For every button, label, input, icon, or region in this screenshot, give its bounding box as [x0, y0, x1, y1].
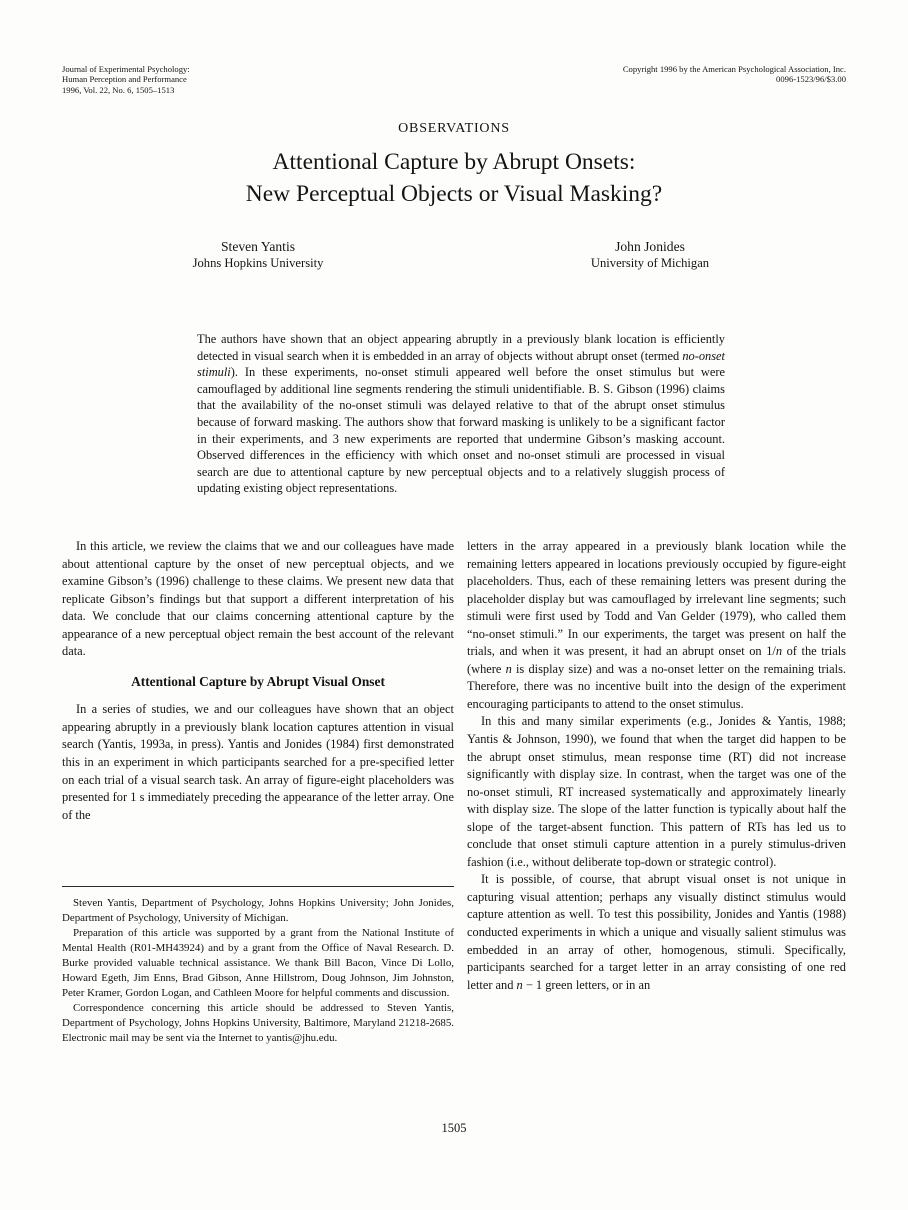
masthead — [62, 64, 846, 95]
issn-price-line: 0096-1523/96/$3.00 — [776, 74, 846, 85]
section-heading: Attentional Capture by Abrupt Visual Onset — [131, 673, 385, 689]
journal-name-line: Journal of Experimental Psychology: — [62, 64, 190, 74]
journal-volume-line: 1996, Vol. 22, No. 6, 1505–1513 — [62, 84, 175, 95]
author-name: Steven Yantis — [220, 239, 296, 254]
left-column — [62, 538, 454, 885]
article-title — [0, 147, 908, 210]
author-block-2 — [454, 238, 846, 271]
author-note — [62, 886, 454, 1122]
author-name: John Jonides — [615, 239, 685, 254]
copyright-line: Copyright 1996 by the American Psychological Association, Inc. — [622, 64, 846, 74]
journal-citation — [62, 64, 190, 95]
paragraph: In a series of studies, we and our colleagues have shown that an object appearing abruptly in a previously blank location captures attention in visual search (Yantis, 1993a, in press). Yantis and Jonides (1984) first demonstrated this in an experiment in which participants searched for a pre-specified letter on each trial of a visual search task. An array of figure-eight placeholders was presented for 1 s immediately preceding the appearance of the letter array. One of the — [62, 702, 454, 822]
footnote-acknowledgments: Preparation of this article was supported by a grant from the National Institute of Mental Health (R01-MH43924) and by a grant from the Office of Naval Research. D. Burke provided valuable technical assistance. We thank Bill Bacon, Vince Di Lollo, Howard Egeth, Jim Enns, Brad Gibson, Anne Hillstrom, Doug Johnson, Jim Johnston, Peter Kramer, Gordon Logan, and Cathleen Moore for helpful comments and discussion. — [62, 927, 454, 1000]
paragraph: letters in the array appeared in a previously blank location while the remaining letters appeared in locations previously occupied by figure-eight placeholders. Thus, each of these remaining letters was present during the placeholder display but was camouflaged by irrelevant line segments; such stimuli were first used by Todd and Van Gelder (1979), who called them “no-onset stimuli.” In our experiments, the target was present on half the trials, and when it was present, it had an abrupt onset on 1/n of the trials (where n is display size) and was a no-onset letter on the remaining trials. Therefore, there was no incentive built into the design of the experiment encouraging participants to attend to the onset stimulus. — [467, 539, 846, 711]
authors-row — [62, 238, 846, 271]
article-title-line2: New Perceptual Objects or Visual Masking? — [245, 180, 663, 207]
copyright-notice — [623, 64, 846, 95]
paragraph: In this article, we review the claims that we and our colleagues have made about attentional capture by the onset of new perceptual objects, and we examine Gibson’s (1996) challenge to these claims. We present new data that replicate Gibson’s findings but that support a different interpretation of his data. We conclude that our claims concerning attentional capture by the appearance of a new perceptual object remain the best account of the relevant data. — [62, 539, 454, 659]
footnote-correspondence: Correspondence concerning this article should be addressed to Steven Yantis, Department of Psychology, Johns Hopkins University, Baltimore, Maryland 21218-2685. Electronic mail may be sent via the Internet to yantis@jhu.edu. — [62, 1002, 454, 1045]
footnote-affiliations: Steven Yantis, Department of Psychology, Johns Hopkins University; John Jonides, Department of Psychology, University of Michigan. — [62, 897, 454, 925]
author-affiliation: University of Michigan — [590, 256, 710, 270]
article-title-line1: Attentional Capture by Abrupt Onsets: — [272, 149, 636, 175]
paragraph: In this and many similar experiments (e.g., Jonides & Yantis, 1988; Yantis & Johnson, 1990), we found that when the target did happen to be the abrupt onset stimulus, mean response time (RT) did not increase significantly with display size. In contrast, when the target was one of the no-onset stimuli, RT increased systematically and approximately linearly with display size. The slope of the latter function is typically about half the slope of the target-absent function. This pattern of RTs has led us to conclude that onset stimuli capture attention in a purely stimulus-driven fashion (i.e., without deliberate top-down or strategic control). — [467, 714, 846, 869]
author-affiliation: Johns Hopkins University — [192, 256, 324, 270]
author-block-1 — [62, 238, 454, 271]
abstract: The authors have shown that an object appearing abruptly in a previously blank location is efficiently detected in visual search when it is embedded in an array of objects without abrupt onset (termed no-onset stimuli). In these experiments, no-onset stimuli appeared well before the onset stimulus but were camouflaged by additional line segments rendering the stimuli unidentifiable. B. S. Gibson (1996) claims that the availability of the no-onset stimuli was delayed relative to that of the abrupt onset stimulus because of forward masking. The authors show that forward masking is unlikely to be a significant factor in their experiments, and 3 new experiments are reported that undermine Gibson’s masking account. Observed differences in the efficiency with which onset and no-onset stimuli are processed in visual search are due to attentional capture by new perceptual objects and to a relatively sluggish process of updating existing object representations. — [197, 332, 725, 496]
right-column — [467, 538, 846, 1115]
paragraph: It is possible, of course, that abrupt visual onset is not unique in capturing visual attention; perhaps any visually distinct stimulus would capture attention as well. To test this possibility, Jonides and Yantis (1988) conducted experiments in which a unique and visually salient stimulus was embedded in an array of other, homogenous, stimuli. Specifically, participants searched for a target letter in an array consisting of one red letter and n − 1 green letters, or in an — [467, 872, 846, 992]
journal-name-line: Human Perception and Performance — [62, 74, 187, 85]
section-label: OBSERVATIONS — [398, 121, 510, 136]
page-number: 1505 — [441, 1121, 467, 1135]
